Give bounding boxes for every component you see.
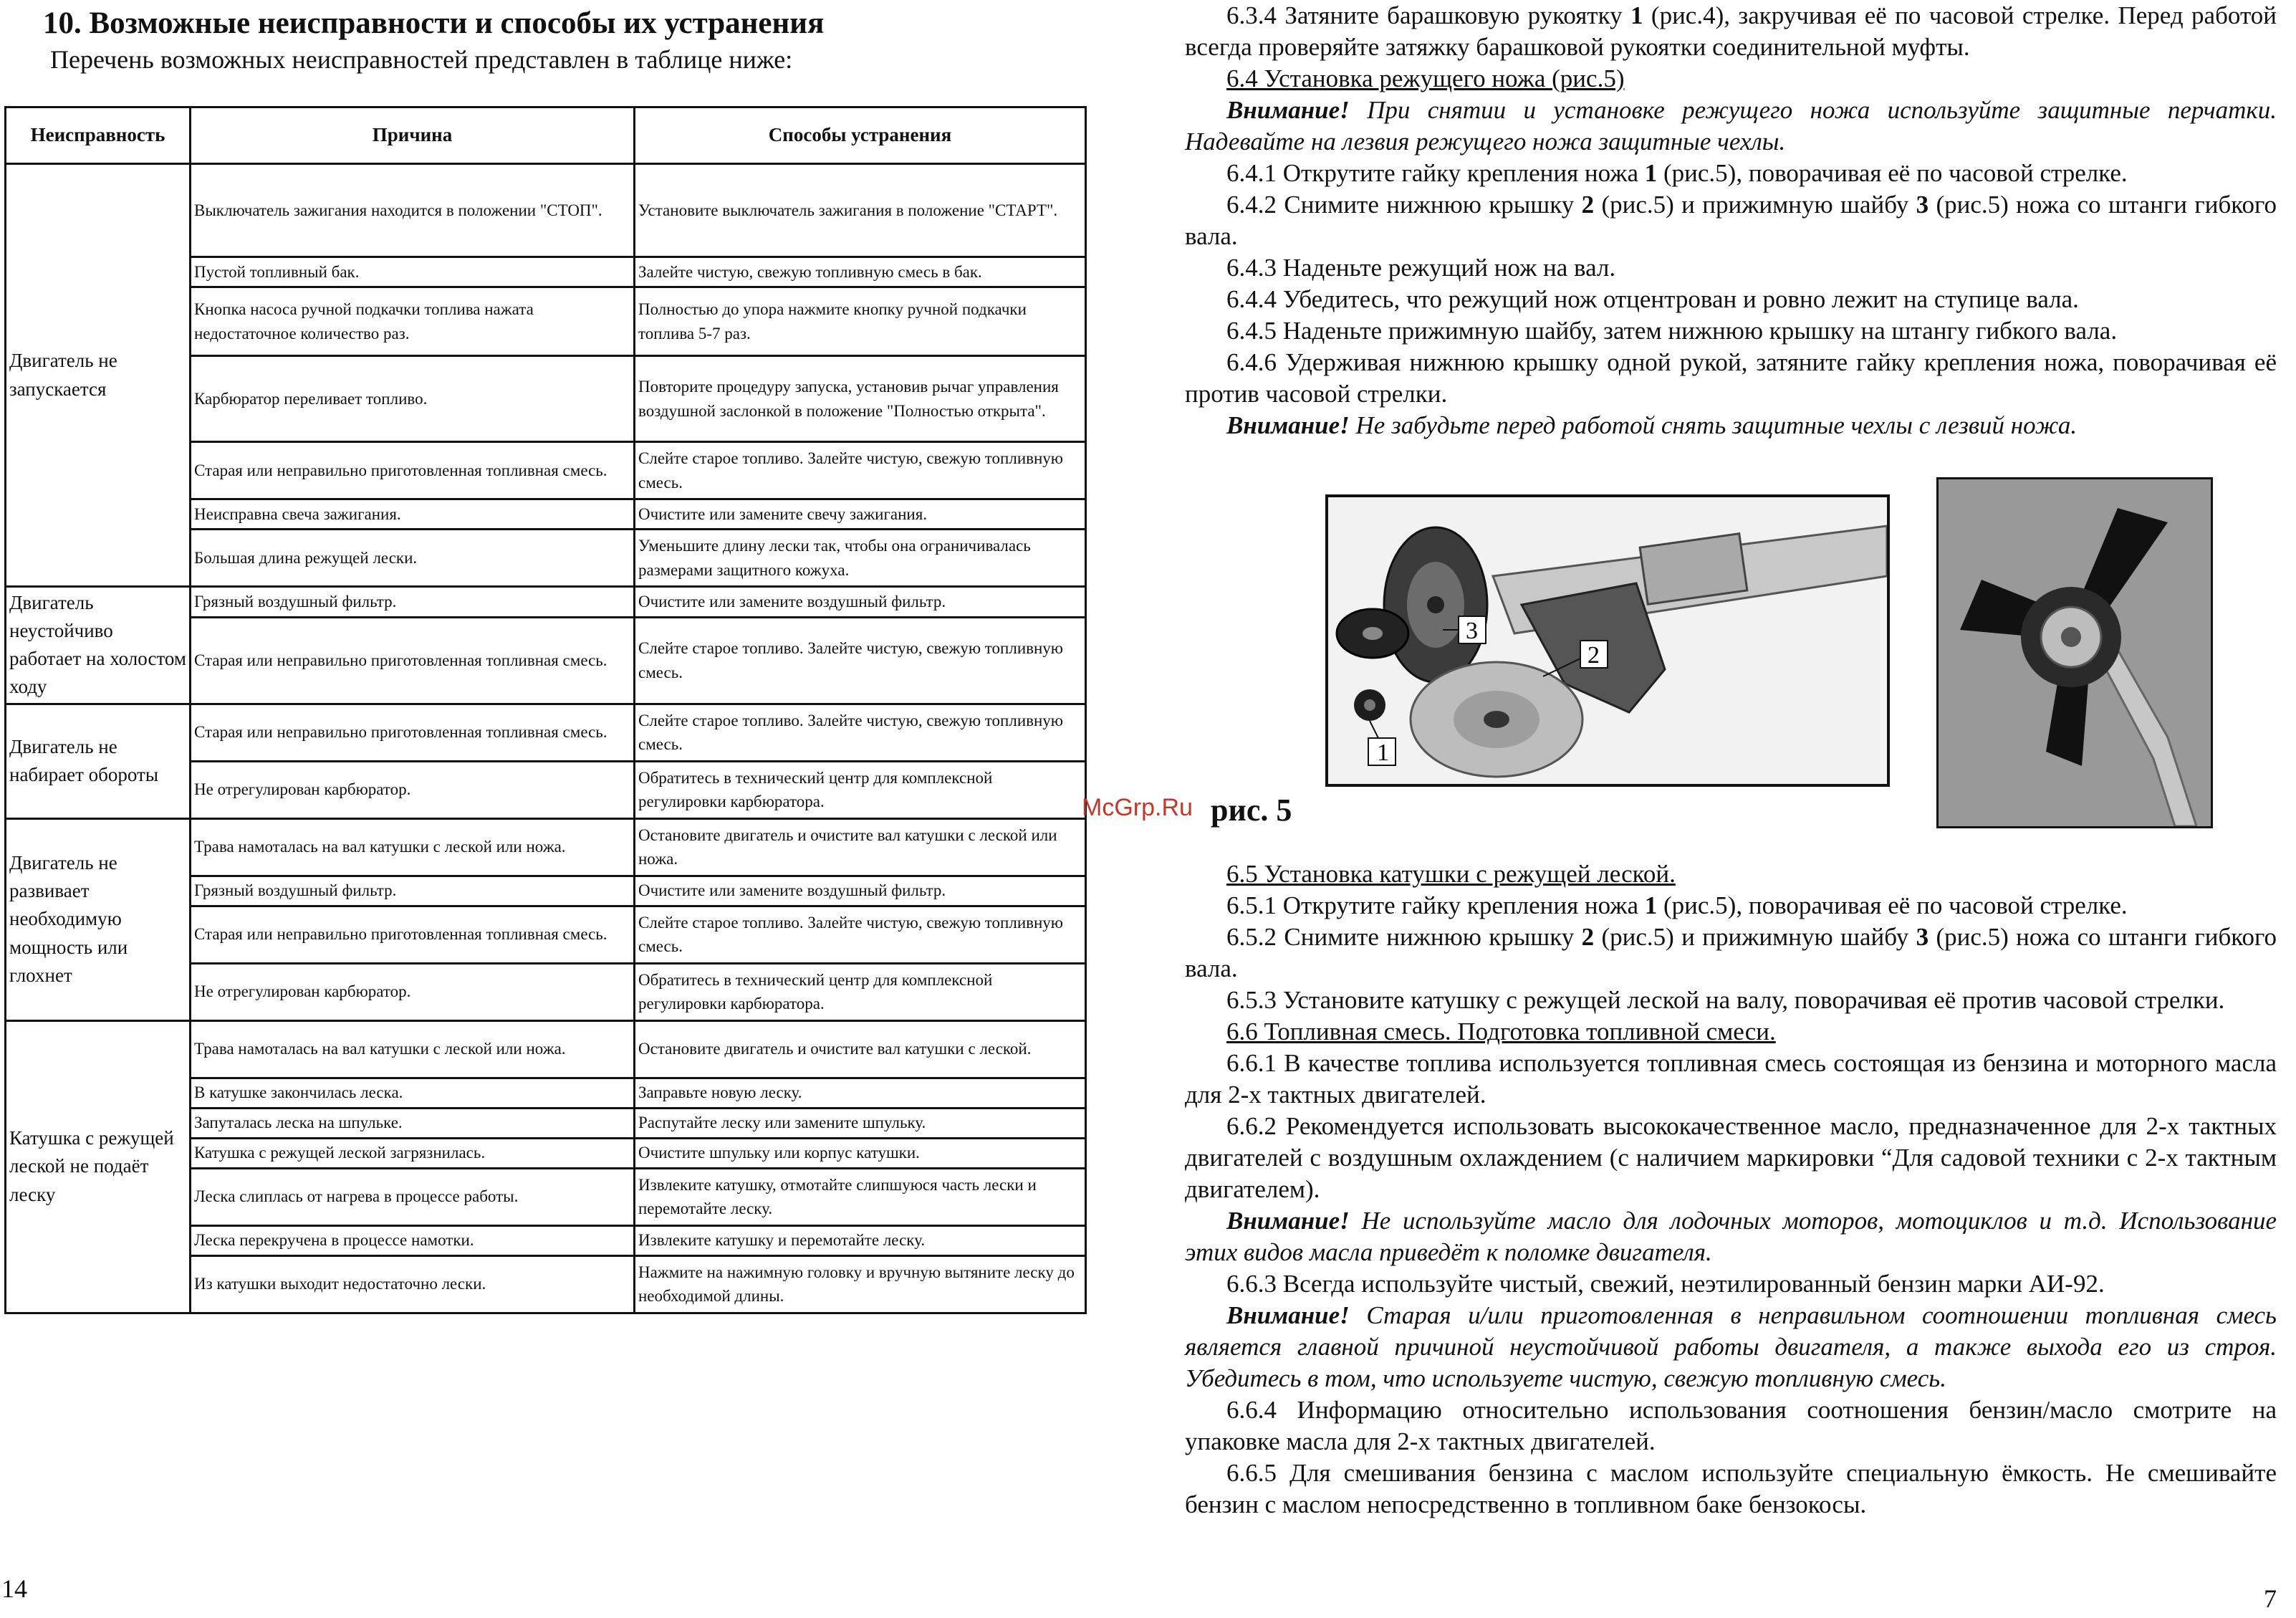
page-number-right: 7: [2264, 1584, 2277, 1613]
fix-cell: Остановите двигатель и очистите вал катушки с леской или ножа.: [635, 818, 1086, 876]
paragraph-6-6-2: 6.6.2 Рекомендуется использовать высококачественное масло, предназначенное для 2-х тактных двигателей с воздушным охлаждением (с наличием маркировки “Для садовой техники с 2-х тактным двигателем).: [1185, 1112, 2277, 1203]
fault-cell: Катушка с режущей леской не подаёт леску: [6, 1020, 191, 1313]
paragraph-6-4-4: 6.4.4 Убедитесь, что режущий нож отцентрован и ровно лежит на ступице вала.: [1226, 285, 2079, 313]
table-row: [6, 818, 1086, 876]
fix-cell: Очистите или замените свечу зажигания.: [635, 499, 1086, 530]
paragraph-6-4-3: 6.4.3 Наденьте режущий нож на вал.: [1226, 254, 1616, 282]
left-page: [0, 0, 1118, 1618]
fix-cell: Нажмите на нажимную головку и вручную вытяните леску до необходимой длины.: [635, 1255, 1086, 1313]
cause-cell: Неисправна свеча зажигания.: [191, 499, 635, 530]
fix-cell: Повторите процедуру запуска, установив рычаг управления воздушной заслонкой в положение "Полностью открыта".: [635, 356, 1086, 442]
fix-cell: Уменьшите длину лески так, чтобы она ограничивалась размерами защитного кожуха.: [635, 530, 1086, 587]
fix-cell: Распутайте леску или замените шпульку.: [635, 1108, 1086, 1138]
cause-cell: Леска слиплась от нагрева в процессе работы.: [191, 1168, 635, 1225]
cause-cell: Трава намоталась на вал катушки с леской или ножа.: [191, 818, 635, 876]
page-number-left: 14: [1, 1574, 27, 1603]
fix-cell: Установите выключатель зажигания в положение "СТАРТ".: [635, 164, 1086, 257]
fault-cell: Двигатель не набирает обороты: [6, 704, 191, 818]
fault-cell: Двигатель неустойчиво работает на холостом ходу: [6, 587, 191, 704]
paragraph-6-3-4: 6.3.4 Затяните барашковую рукоятку 1 (рис.4), закручивая её по часовой стрелке. Перед работой всегда проверяйте затяжку барашковой рукоятки соединительной муфты.: [1185, 1, 2277, 61]
table-row: [6, 1020, 1086, 1078]
text-block-top: [1185, 0, 2277, 441]
cause-cell: Не отрегулирован карбюратор.: [191, 963, 635, 1020]
fix-cell: Залейте чистую, свежую топливную смесь в бак.: [635, 257, 1086, 287]
header-fault: Неисправность: [6, 107, 191, 164]
cause-cell: Запуталась леска на шпульке.: [191, 1108, 635, 1138]
intro-text: Перечень возможных неисправностей представлен в таблице ниже:: [50, 45, 793, 74]
cause-cell: Из катушки выходит недостаточно лески.: [191, 1255, 635, 1313]
paragraph-6-6-5: 6.6.5 Для смешивания бензина с маслом используйте специальную ёмкость. Не смешивайте бензин с маслом непосредственно в топливном баке бензокосы.: [1185, 1459, 2277, 1518]
cause-cell: Грязный воздушный фильтр.: [191, 876, 635, 906]
paragraph-6-4-6: 6.4.6 Удерживая нижнюю крышку одной рукой, затяните гайку крепления ножа, поворачивая её против часовой стрелки.: [1185, 348, 2277, 408]
cause-cell: Большая длина режущей лески.: [191, 530, 635, 587]
cause-cell: Трава намоталась на вал катушки с леской или ножа.: [191, 1020, 635, 1078]
warning-1: Внимание! При снятии и установке режущего ножа используйте защитные перчатки. Надевайте на лезвия режущего ножа защитные чехлы.: [1185, 96, 2277, 155]
watermark: McGrp.Ru: [1082, 794, 1193, 821]
callout-2-label: 2: [1587, 642, 1600, 669]
fix-cell: Очистите шпульку или корпус катушки.: [635, 1138, 1086, 1168]
paragraph-6-4-5: 6.4.5 Наденьте прижимную шайбу, затем нижнюю крышку на штангу гибкого вала.: [1226, 317, 2118, 345]
text-block-bottom: [1185, 858, 2277, 1521]
warning-4: Внимание! Старая и/или приготовленная в неправильном соотношении топливная смесь является главной причиной неустойчивой работы двигателя, а также выхода его из строя. Убедитесь в том, что используете чистую, свежую топливную смесь.: [1185, 1301, 2277, 1392]
fix-cell: Обратитесь в технический центр для комплексной регулировки карбюратора.: [635, 963, 1086, 1020]
paragraph-6-5-2: 6.5.2 Снимите нижнюю крышку 2 (рис.5) и прижимную шайбу 3 (рис.5) ножа со штанги гибкого вала.: [1185, 923, 2277, 982]
callout-3-label: 3: [1466, 618, 1478, 644]
paragraph-6-6-4: 6.6.4 Информацию относительно использования соотношения бензин/масло смотрите на упаковке масла для 2-х тактных двигателей.: [1185, 1396, 2277, 1455]
cause-cell: Катушка с режущей леской загрязнилась.: [191, 1138, 635, 1168]
fix-cell: Извлеките катушку, отмотайте слипшуюся часть лески и перемотайте леску.: [635, 1168, 1086, 1225]
fix-cell: Слейте старое топливо. Залейте чистую, свежую топливную смесь.: [635, 906, 1086, 963]
table-header-row: [6, 107, 1086, 164]
heading-6-4: 6.4 Установка режущего ножа (рис.5): [1226, 64, 1625, 92]
table-row: [6, 164, 1086, 257]
troubleshooting-table: [4, 106, 1087, 1314]
fault-cell: Двигатель не развивает необходимую мощность или глохнет: [6, 818, 191, 1020]
cause-cell: Леска перекручена в процессе намотки.: [191, 1225, 635, 1255]
cause-cell: Старая или неправильно приготовленная топливная смесь.: [191, 442, 635, 499]
paragraph-6-5-3: 6.5.3 Установите катушку с режущей леской на валу, поворачивая её против часовой стрелки.: [1226, 986, 2225, 1014]
section-heading: 10. Возможные неисправности и способы их устранения: [43, 6, 825, 40]
right-page: [1082, 0, 2292, 1618]
cause-cell: Кнопка насоса ручной подкачки топлива нажата недостаточное количество раз.: [191, 287, 635, 356]
cause-cell: Пустой топливный бак.: [191, 257, 635, 287]
fix-cell: Остановите двигатель и очистите вал катушки с леской.: [635, 1020, 1086, 1078]
table-row: [6, 704, 1086, 761]
fix-cell: Очистите или замените воздушный фильтр.: [635, 587, 1086, 618]
fix-cell: Слейте старое топливо. Залейте чистую, свежую топливную смесь.: [635, 617, 1086, 704]
figure-5-blade-photo: [1936, 477, 2213, 828]
fix-cell: Извлеките катушку и перемотайте леску.: [635, 1225, 1086, 1255]
warning-2: Внимание! Не забудьте перед работой снять защитные чехлы с лезвий ножа.: [1226, 411, 2078, 439]
fix-cell: Заправьте новую леску.: [635, 1078, 1086, 1108]
fix-cell: Слейте старое топливо. Залейте чистую, свежую топливную смесь.: [635, 704, 1086, 761]
figure-5-parts-photo: [1325, 494, 1890, 787]
paragraph-6-5-1: 6.5.1 Открутите гайку крепления ножа 1 (рис.5), поворачивая её по часовой стрелке.: [1226, 891, 2128, 919]
three-blade-knife-illustration: [1939, 479, 2211, 826]
fix-cell: Очистите или замените воздушный фильтр.: [635, 876, 1086, 906]
cause-cell: Выключатель зажигания находится в положении "СТОП".: [191, 164, 635, 257]
cause-cell: Карбюратор переливает топливо.: [191, 356, 635, 442]
paragraph-6-4-2: 6.4.2 Снимите нижнюю крышку 2 (рис.5) и прижимную шайбу 3 (рис.5) ножа со штанги гибкого вала.: [1185, 191, 2277, 250]
paragraph-6-6-3: 6.6.3 Всегда используйте чистый, свежий, неэтилированный бензин марки АИ-92.: [1226, 1270, 2105, 1298]
fix-cell: Полностью до упора нажмите кнопку ручной подкачки топлива 5-7 раз.: [635, 287, 1086, 356]
trimmer-parts-illustration: [1328, 497, 1887, 784]
warning-3: Внимание! Не используйте масло для лодочных моторов, мотоциклов и т.д. Использование этих видов масла приведёт к поломке двигателя.: [1185, 1207, 2277, 1266]
cause-cell: Грязный воздушный фильтр.: [191, 587, 635, 618]
cause-cell: Старая или неправильно приготовленная топливная смесь.: [191, 704, 635, 761]
callout-1-label: 1: [1377, 739, 1389, 766]
fix-cell: Обратитесь в технический центр для комплексной регулировки карбюратора.: [635, 761, 1086, 818]
cause-cell: Старая или неправильно приготовленная топливная смесь.: [191, 906, 635, 963]
paragraph-6-6-1: 6.6.1 В качестве топлива используется топливная смесь состоящая из бензина и моторного масла для 2-х тактных двигателей.: [1185, 1049, 2277, 1109]
cause-cell: В катушке закончилась леска.: [191, 1078, 635, 1108]
cause-cell: Старая или неправильно приготовленная топливная смесь.: [191, 617, 635, 704]
fault-cell: Двигатель не запускается: [6, 164, 191, 587]
figure-label: рис. 5: [1211, 793, 1292, 828]
heading-6-6: 6.6 Топливная смесь. Подготовка топливной смеси.: [1226, 1018, 1776, 1045]
paragraph-6-4-1: 6.4.1 Открутите гайку крепления ножа 1 (рис.5), поворачивая её по часовой стрелке.: [1226, 159, 2128, 187]
heading-6-5: 6.5 Установка катушки с режущей леской.: [1226, 860, 1676, 888]
fix-cell: Слейте старое топливо. Залейте чистую, свежую топливную смесь.: [635, 442, 1086, 499]
header-fix: Способы устранения: [635, 107, 1086, 164]
header-cause: Причина: [191, 107, 635, 164]
cause-cell: Не отрегулирован карбюратор.: [191, 761, 635, 818]
table-row: [6, 587, 1086, 618]
